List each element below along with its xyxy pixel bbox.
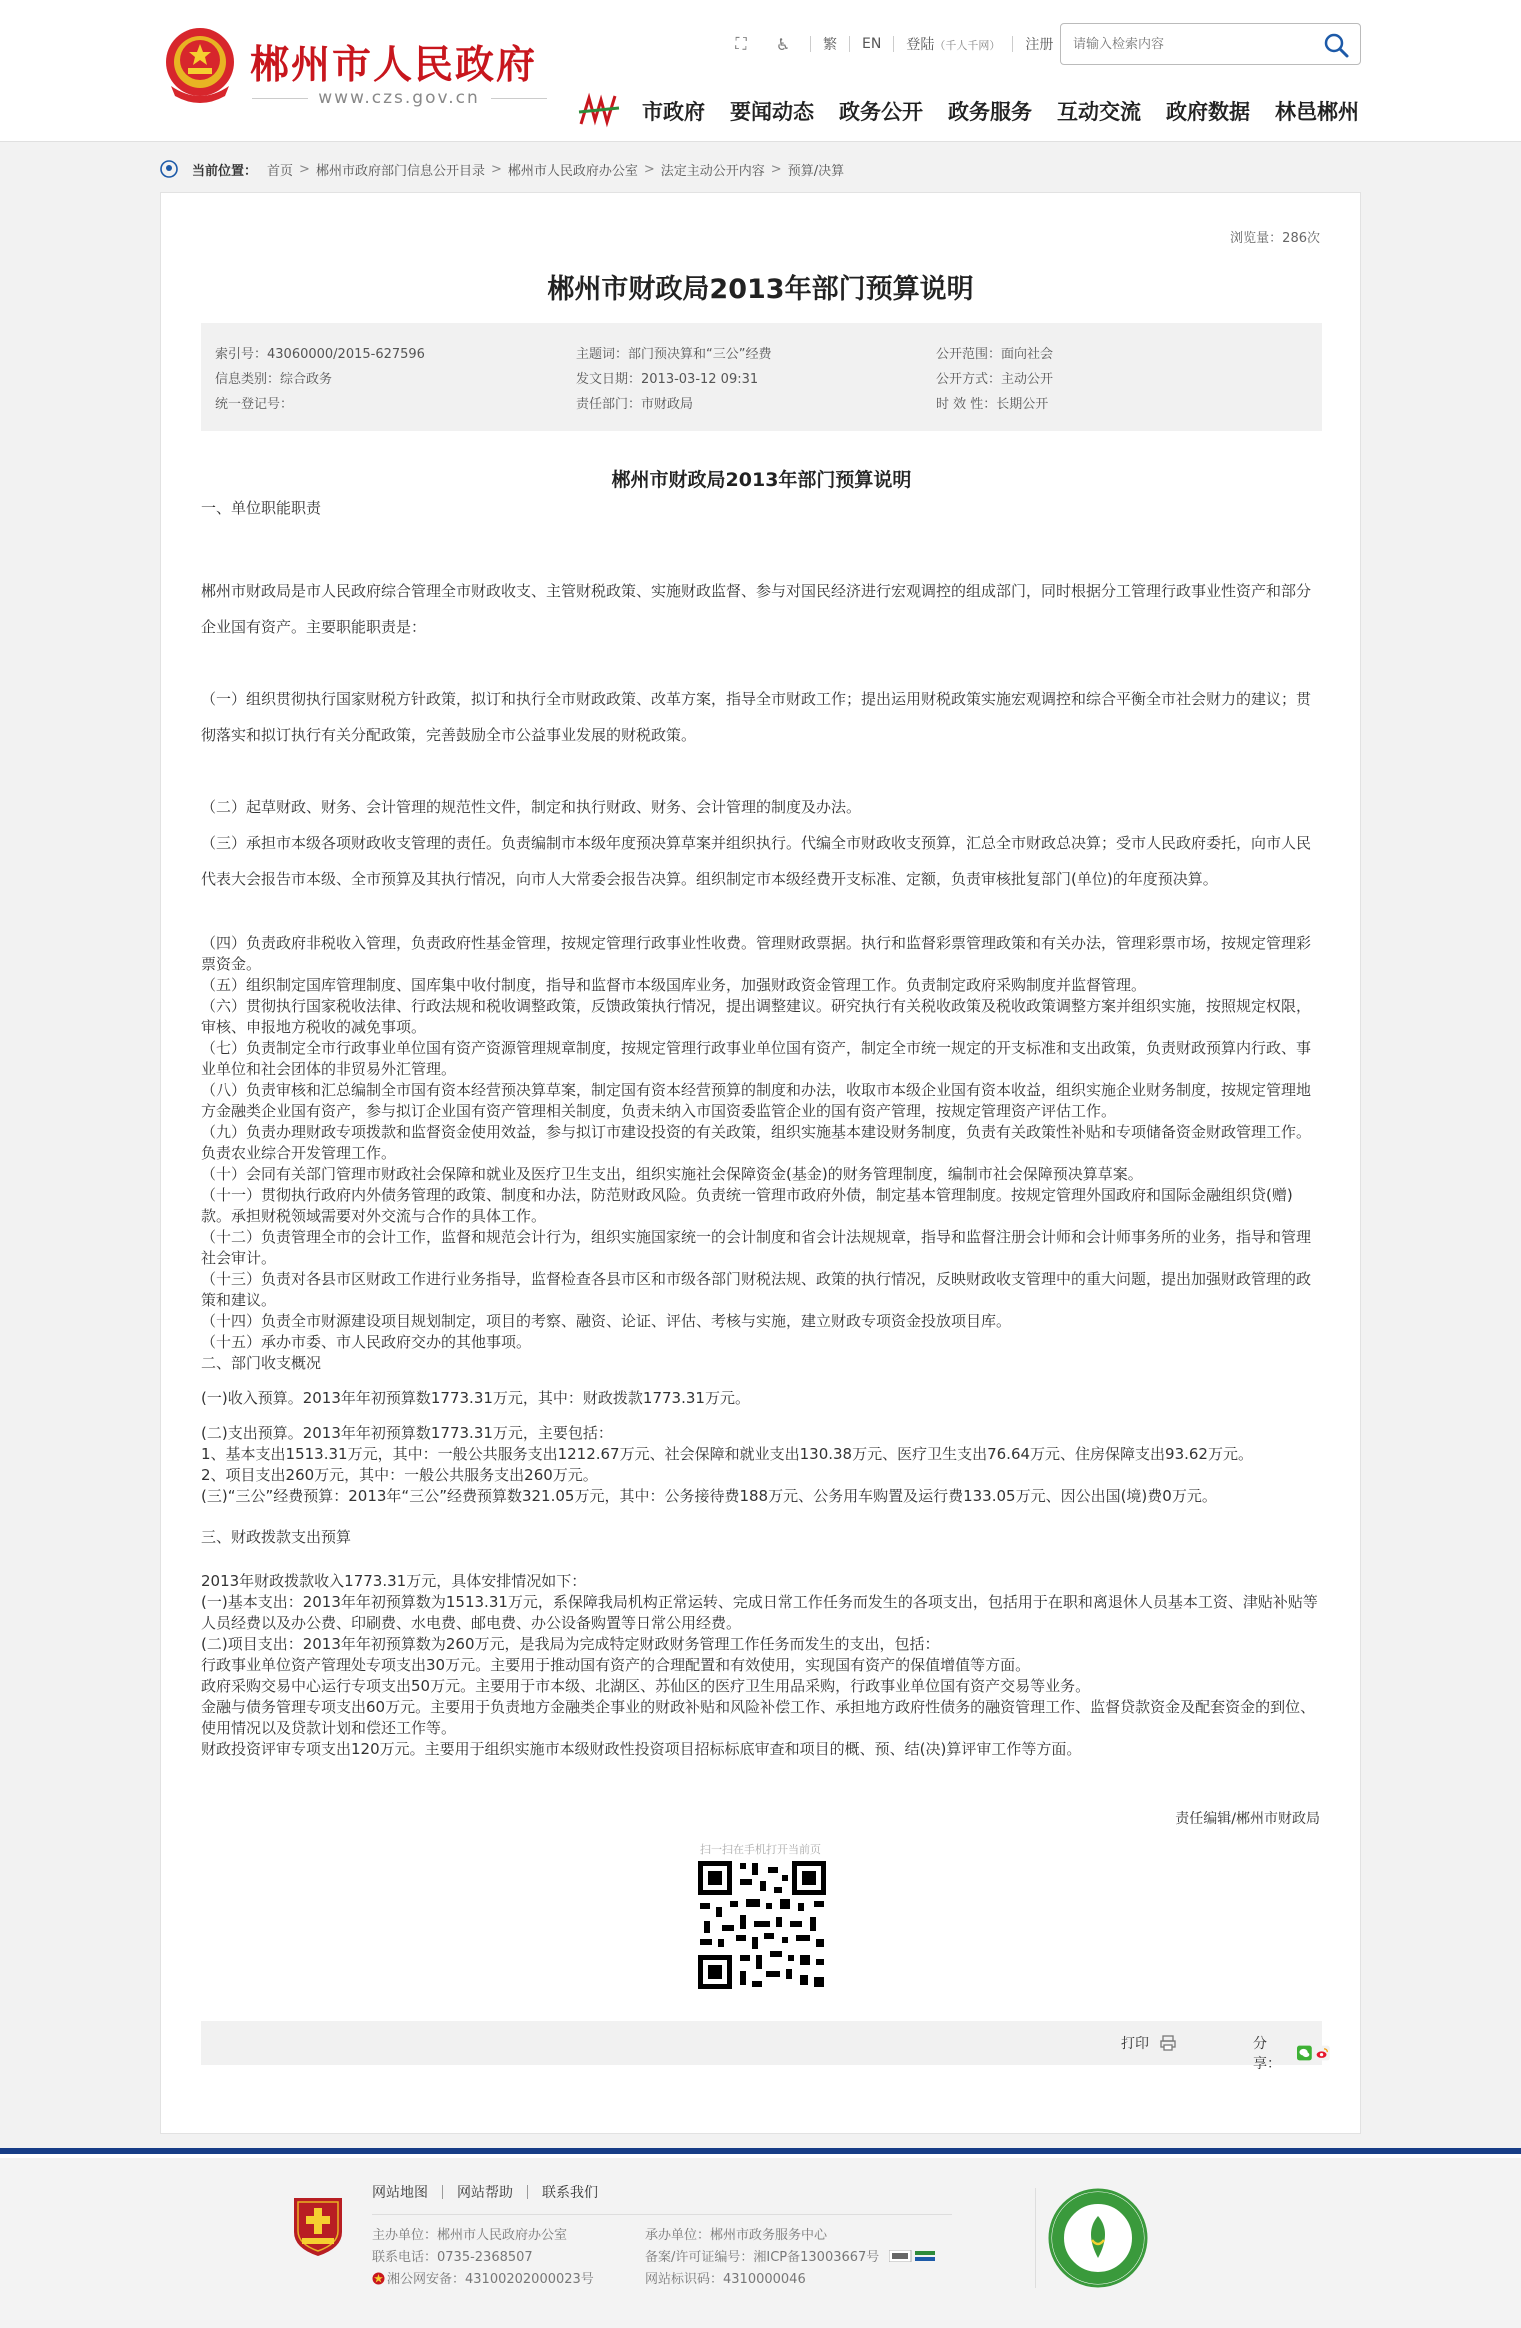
article-subtitle: 郴州市财政局2013年部门预算说明	[611, 469, 912, 491]
share-label: 分享：	[1253, 2036, 1281, 2072]
weibo-icon[interactable]	[1315, 2044, 1330, 2062]
site-url: www.czs.gov.cn	[318, 88, 480, 108]
paragraph: (一)基本支出：2013年年初预算数为1513.31万元，系保障我局机构正常运转、完成日常工作任务而发生的各项支出，包括用于在职和离退休人员基本工资、津贴补贴等人员经费以及办公费、印刷费、水电费、邮电费、办公设备购置等日常公用经费。	[201, 1593, 1318, 1632]
login-note: （千人千网）	[934, 39, 1001, 52]
paragraph: （一）组织贯彻执行国家财税方针政策，拟订和执行全市财政政策、改革方案，指导全市财政工作；提出运用财税政策实施宏观调控和综合平衡全市社会财力的建议；贯彻落实和拟订执行有关分配政策，完善鼓励全市公益事业发展的财税政策。	[201, 690, 1312, 744]
footer-link-contact[interactable]: 联系我们	[542, 2185, 598, 2201]
site-header	[0, 0, 1521, 142]
search-input[interactable]	[1073, 33, 1313, 55]
footer-icp[interactable]	[645, 2246, 935, 2265]
section-heading: 二、部门收支概况	[201, 1354, 322, 1372]
breadcrumb-catalog[interactable]: 郴州市政府部门信息公开目录	[315, 163, 485, 179]
qr-code-icon	[696, 1859, 828, 1991]
paragraph: （六）贯彻执行国家税收法律、行政法规和税收调整政策，反馈政策执行情况，提出调整建议。研究执行有关税收政策及税收政策调整方案并组织实施，按照规定权限，审核、申报地方税收的减免事项。	[201, 997, 1312, 1036]
paragraph: 2、项目支出260万元，其中：一般公共服务支出260万元。	[201, 1466, 598, 1484]
paragraph: （四）负责政府非税收入管理，负责政府性基金管理，按规定管理行政事业性收费。管理财政票据。执行和监督彩票管理政策和有关办法，管理彩票市场，按规定管理彩票资金。	[201, 934, 1312, 973]
footer-police-text: 湘公网安备：43100202000023号	[387, 2272, 594, 2287]
linyi-logo-icon	[575, 90, 623, 130]
paragraph: （十二）负责管理全市的会计工作，监督和规范会计行为，组织实施国家统一的会计制度和省会计法规规章，指导和监督注册会计师和会计师事务所的业务，指导和管理社会审计。	[201, 1228, 1312, 1267]
divider	[893, 36, 894, 52]
meta-validity: 时 效 性：长期公开	[936, 397, 1049, 412]
nav-item-services[interactable]: 政务服务	[948, 100, 1032, 124]
share-bar	[201, 2021, 1322, 2072]
metadata-box	[201, 323, 1322, 431]
divider	[527, 2185, 528, 2199]
paragraph: (一)收入预算。2013年年初预算数1773.31万元，其中：财政拨款1773.31万元。	[201, 1389, 750, 1407]
footer-police-record[interactable]	[372, 2268, 594, 2287]
footer-organizer: 承办单位：郴州市政务服务中心	[645, 2228, 828, 2243]
meta-mode: 公开方式：主动公开	[936, 372, 1054, 387]
paragraph: 行政事业单位资产管理处专项支出30万元。主要用于推动国有资产的合理配置和有效使用，实现国有资产的保值增值等方面。	[201, 1656, 1031, 1674]
article-panel	[160, 192, 1361, 2134]
party-government-badge-icon[interactable]	[290, 2192, 346, 2258]
divider	[442, 2185, 443, 2199]
paragraph: （十三）负责对各县市区财政工作进行业务指导，监督检查各县市区和市级各部门财税法规、政策的执行情况，反映财政收支管理中的重大问题，提出加强财政管理的政策和建议。	[201, 1270, 1312, 1309]
breadcrumb-home[interactable]: 首页	[267, 163, 294, 179]
paragraph: 郴州市财政局是市人民政府综合管理全市财政收支、主管财税政策、实施财政监督、参与对国民经济进行宏观调控的组成部门，同时根据分工管理行政事业性资产和部分企业国有资产。主要职能职责是：	[201, 582, 1312, 636]
footer-icp-text: 备案/许可证编号：湘ICP备13003667号	[645, 2250, 880, 2265]
paragraph: (二)项目支出：2013年年初预算数为260万元，是我局为完成特定财政财务管理工作任务而发生的支出，包括：	[201, 1635, 940, 1653]
paragraph: 金融与债务管理专项支出60万元。主要用于负责地方金融类企事业的财政补贴和风险补偿工作、承担地方政府性债务的融资管理工作、监督贷款资金及配套资金的到位、使用情况以及贷款计划和偿还工作等。	[201, 1698, 1316, 1737]
cnzz-icon[interactable]	[889, 2250, 935, 2262]
divider	[372, 2214, 952, 2215]
paragraph: （十四）负责全市财源建设项目规划制定，项目的考察、融资、论证、评估、考核与实施，建立财政专项资金投放项目库。	[201, 1312, 1012, 1330]
paragraph: 2013年财政拨款收入1773.31万元，具体安排情况如下：	[201, 1572, 587, 1590]
site-title[interactable]: 郴州市人民政府	[250, 42, 538, 88]
footer-host: 主办单位：郴州市人民政府办公室	[372, 2228, 568, 2243]
nav-item-data[interactable]: 政府数据	[1166, 100, 1250, 124]
paragraph: 1、基本支出1513.31万元，其中：一般公共服务支出1212.67万元、社会保障和就业支出130.38万元、医疗卫生支出76.64万元、住房保障支出93.62万元。	[201, 1445, 1253, 1463]
wechat-icon[interactable]	[1297, 2044, 1312, 2062]
paragraph: （十）会同有关部门管理市财政社会保障和就业及医疗卫生支出，组织实施社会保障资金(基金)的财务管理制度，编制市社会保障预决算草案。	[201, 1165, 1143, 1183]
civilization-city-seal-icon[interactable]	[1048, 2188, 1148, 2288]
breadcrumb-office[interactable]: 郴州市人民政府办公室	[507, 163, 638, 179]
breadcrumb	[160, 156, 844, 182]
share-group	[1253, 2033, 1330, 2073]
top-links	[720, 32, 1059, 56]
qr-caption: 扫一扫在手机打开当前页	[700, 1843, 821, 1856]
divider	[1035, 2188, 1036, 2288]
divider	[1012, 36, 1013, 52]
breadcrumb-separator: >	[770, 161, 782, 177]
divider	[810, 36, 811, 52]
breadcrumb-separator: >	[490, 161, 502, 177]
barrier-free-icon[interactable]: ⛶	[735, 34, 747, 53]
login-link[interactable]	[906, 34, 1000, 54]
nav-item-linyi[interactable]: 林邑郴州	[1275, 100, 1359, 124]
english-link[interactable]: EN	[862, 36, 882, 52]
breadcrumb-content[interactable]: 法定主动公开内容	[660, 163, 765, 179]
print-button[interactable]	[1121, 2033, 1177, 2053]
section-heading: 三、财政拨款支出预算	[201, 1528, 352, 1546]
paragraph: (二)支出预算。2013年年初预算数1773.31万元，主要包括：	[201, 1424, 613, 1442]
meta-date: 发文日期：2013-03-12 09:31	[576, 372, 759, 387]
police-badge-icon	[372, 2272, 385, 2285]
nav-item-interaction[interactable]: 互动交流	[1057, 100, 1141, 124]
paragraph: （十一）贯彻执行政府内外债务管理的政策、制度和办法，防范财政风险。负责统一管理市政府外债，制定基本管理制度。按规定管理外国政府和国际金融组织贷(赠)款。承担财税领域需要对外交流与合作的具体工作。	[201, 1186, 1293, 1225]
main-nav	[642, 96, 1359, 126]
paragraph: （三）承担市本级各项财政收支管理的责任。负责编制市本级年度预决算草案并组织执行。代编全市财政收支预算，汇总全市财政总决算；受市人民政府委托，向市人民代表大会报告市本级、全市预算及其执行情况，向市人大常委会报告决算。组织制定市本级经费开支标准、定额，负责审核批复部门(单位)的年度预决算。	[201, 834, 1312, 888]
traditional-chinese-link[interactable]: 繁	[823, 37, 837, 53]
footer-phone: 联系电话：0735-2368507	[372, 2250, 533, 2265]
paragraph: （五）组织制定国库管理制度、国库集中收付制度，指导和监督市本级国库业务，加强财政资金管理工作。负责制定政府采购制度并监督管理。	[201, 976, 1147, 994]
paragraph: （十五）承办市委、市人民政府交办的其他事项。	[201, 1333, 532, 1351]
search-icon[interactable]	[1322, 31, 1350, 59]
meta-topic: 主题词：部门预决算和“三公”经费	[576, 347, 772, 362]
paragraph: （九）负责办理财政专项拨款和监督资金使用效益，参与拟订市建设投资的有关政策，组织实施基本建设财务制度，负责有关政策性补贴和专项储备资金财政管理工作。负责农业综合开发管理工作。	[201, 1123, 1312, 1162]
divider	[849, 36, 850, 52]
breadcrumb-separator: >	[643, 161, 655, 177]
paragraph: （二）起草财政、财务、会计管理的规范性文件，制定和执行财政、财务、会计管理的制度及办法。	[201, 798, 862, 816]
footer-link-sitemap[interactable]: 网站地图	[372, 2185, 428, 2201]
nav-item-news[interactable]: 要闻动态	[730, 100, 814, 124]
meta-category: 信息类别：综合政务	[215, 372, 333, 387]
paragraph: (三)“三公”经费预算：2013年“三公”经费预算数321.05万元，其中：公务接待费188万元、公务用车购置及运行费133.05万元、因公出国(境)费0万元。	[201, 1487, 1217, 1505]
meta-scope: 公开范围：面向社会	[936, 347, 1054, 362]
breadcrumb-separator: >	[299, 161, 310, 177]
nav-item-open-affairs[interactable]: 政务公开	[839, 100, 923, 124]
login-label: 登陆	[906, 37, 935, 53]
section-heading: 一、单位职能职责	[201, 499, 322, 517]
paragraph: 财政投资评审专项支出120万元。主要用于组织实施市本级财政性投资项目招标标底审查和项目的概、预、结(决)算评审工作等方面。	[201, 1740, 1082, 1758]
meta-registration-no: 统一登记号：	[215, 397, 294, 412]
paragraph: 政府采购交易中心运行专项支出50万元。主要用于市本级、北湖区、苏仙区的医疗卫生用品采购，行政事业单位国有资产交易等业务。	[201, 1677, 1091, 1695]
search-box	[1060, 23, 1361, 65]
responsible-editor: 责任编辑/郴州市财政局	[1175, 1811, 1320, 1827]
nav-item-government[interactable]: 市政府	[642, 100, 705, 124]
site-footer	[0, 2158, 1521, 2328]
meta-owner: 责任部门：市财政局	[576, 397, 694, 412]
location-pin-icon	[160, 160, 178, 178]
footer-links	[372, 2182, 598, 2202]
national-emblem-icon	[161, 24, 239, 106]
register-link[interactable]: 注册	[1025, 37, 1054, 53]
page-title: 郴州市财政局2013年部门预算说明	[547, 274, 974, 305]
paragraph: （八）负责审核和汇总编制全市国有资本经营预决算草案，制定国有资本经营预算的制度和办法，收取市本级企业国有资本收益，组织实施企业财务制度，按规定管理地方金融类企业国有资产，参与拟订企业国有资产管理相关制度，负责未纳入市国资委监管企业的国有资产管理，按规定管理资产评估工作。	[201, 1081, 1312, 1120]
print-label: 打印	[1121, 2036, 1149, 2052]
divider	[491, 98, 547, 99]
paragraph: （七）负责制定全市行政事业单位国有资产资源管理规章制度，按规定管理行政事业单位国有资产，制定全市统一规定的开支标准和支出政策，负责财政预算内行政、事业单位和社会团体的非贸易外汇管理。	[201, 1039, 1312, 1078]
footer-link-help[interactable]: 网站帮助	[457, 2185, 513, 2201]
footer-site-id: 网站标识码：4310000046	[645, 2272, 806, 2287]
accessibility-icon[interactable]: ♿	[775, 34, 791, 54]
breadcrumb-budget[interactable]: 预算/决算	[787, 163, 845, 179]
breadcrumb-label: 当前位置：	[192, 163, 258, 179]
view-count: 浏览量：286次	[1230, 231, 1320, 246]
meta-index-no: 索引号：43060000/2015-627596	[215, 347, 425, 362]
printer-icon	[1159, 2034, 1177, 2052]
